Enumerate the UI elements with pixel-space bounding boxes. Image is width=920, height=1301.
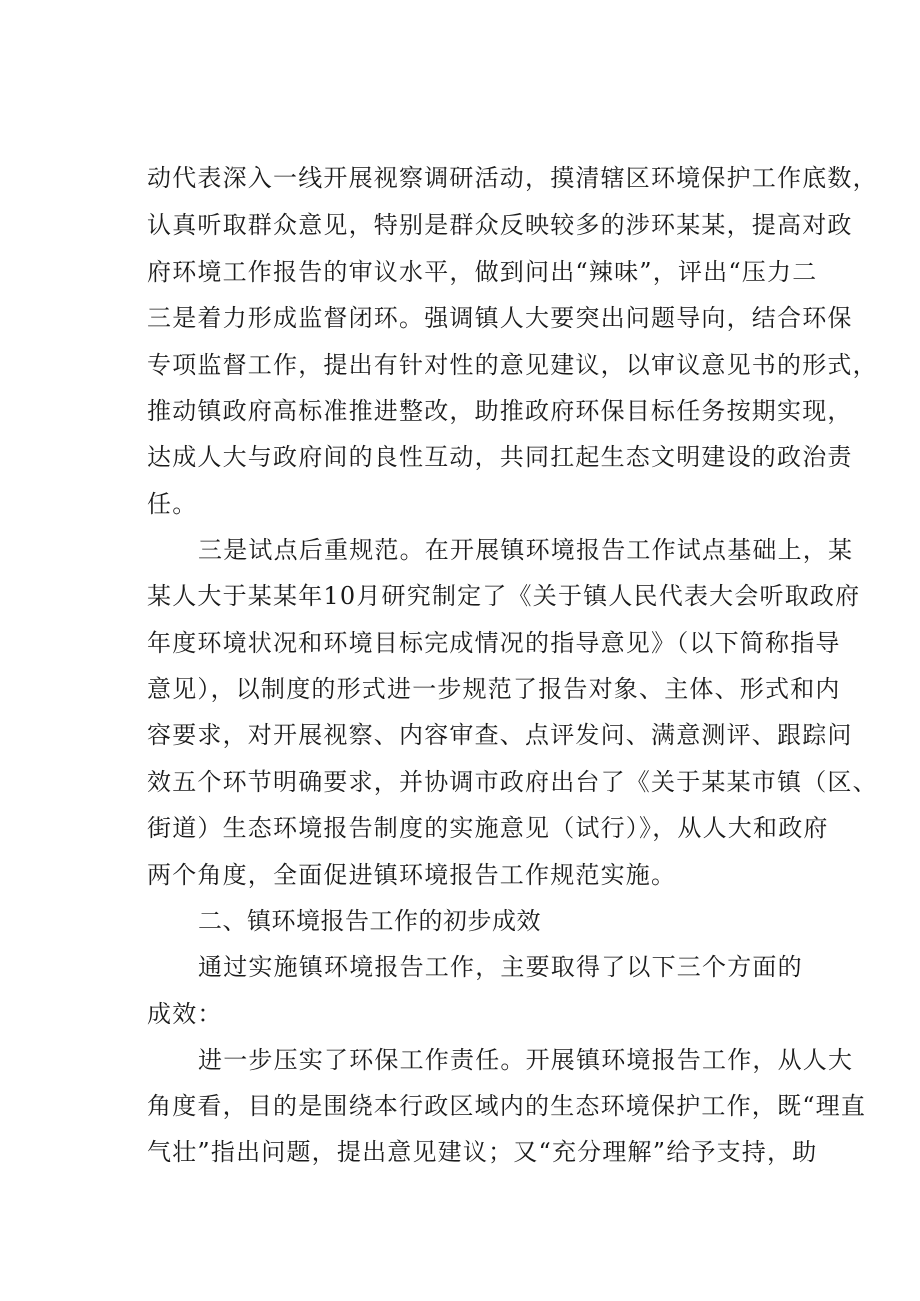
paragraph-line: 三是着力形成监督闭环。强调镇人大要突出问题导向，结合环保 <box>147 304 853 332</box>
paragraph-line: 认真听取群众意见，特别是群众反映较多的涉环某某，提高对政 <box>147 211 853 239</box>
paragraph-line: 街道）生态环境报告制度的实施意见（试行）》，从人大和政府 <box>147 814 829 842</box>
paragraph-line: 动代表深入一线开展视察调研活动，摸清辖区环境保护工作底数， <box>147 164 878 192</box>
paragraph-line: 推动镇政府高标准推进整改，助推政府环保目标任务按期实现， <box>147 397 853 425</box>
paragraph-line: 三是试点后重规范。在开展镇环境报告工作试点基础上，某 <box>198 536 854 564</box>
paragraph-line: 府环境工作报告的审议水平，做到问出“辣味”，评出“压力二 <box>147 258 818 286</box>
paragraph-line: 任。 <box>147 490 198 518</box>
paragraph-line: 通过实施镇环境报告工作，主要取得了以下三个方面的 <box>198 953 803 981</box>
paragraph-line: 两个角度，全面促进镇环境报告工作规范实施。 <box>147 861 677 889</box>
paragraph-line: 达成人大与政府间的良性互动，共同扛起生态文明建设的政治责 <box>147 443 853 471</box>
paragraph-line: 效五个环节明确要求，并协调市政府出台了《关于某某市镇（区、 <box>147 768 878 796</box>
paragraph-line: 某人大于某某年10月研究制定了《关于镇人民代表大会听取政府 <box>147 582 861 610</box>
paragraph-line: 进一步压实了环保工作责任。开展镇环境报告工作，从人大 <box>198 1046 854 1074</box>
paragraph-line: 意见），以制度的形式进一步规范了报告对象、主体、形式和内 <box>147 675 841 703</box>
section-heading: 二、镇环境报告工作的初步成效 <box>198 907 541 935</box>
paragraph-line: 专项监督工作，提出有针对性的意见建议，以审议意见书的形式， <box>147 351 878 379</box>
paragraph-line: 年度环境状况和环境目标完成情况的指导意见》（以下简称指导 <box>147 629 841 657</box>
paragraph-line: 气壮”指出问题，提出意见建议；又“充分理解”给予支持，助 <box>147 1138 818 1166</box>
paragraph-line: 成效： <box>147 1000 223 1028</box>
paragraph-line: 容要求，对开展视察、内容审查、点评发问、满意测评、跟踪问 <box>147 721 853 749</box>
paragraph-line: 角度看，目的是围绕本行政区域内的生态环境保护工作，既“理直 <box>147 1092 867 1120</box>
